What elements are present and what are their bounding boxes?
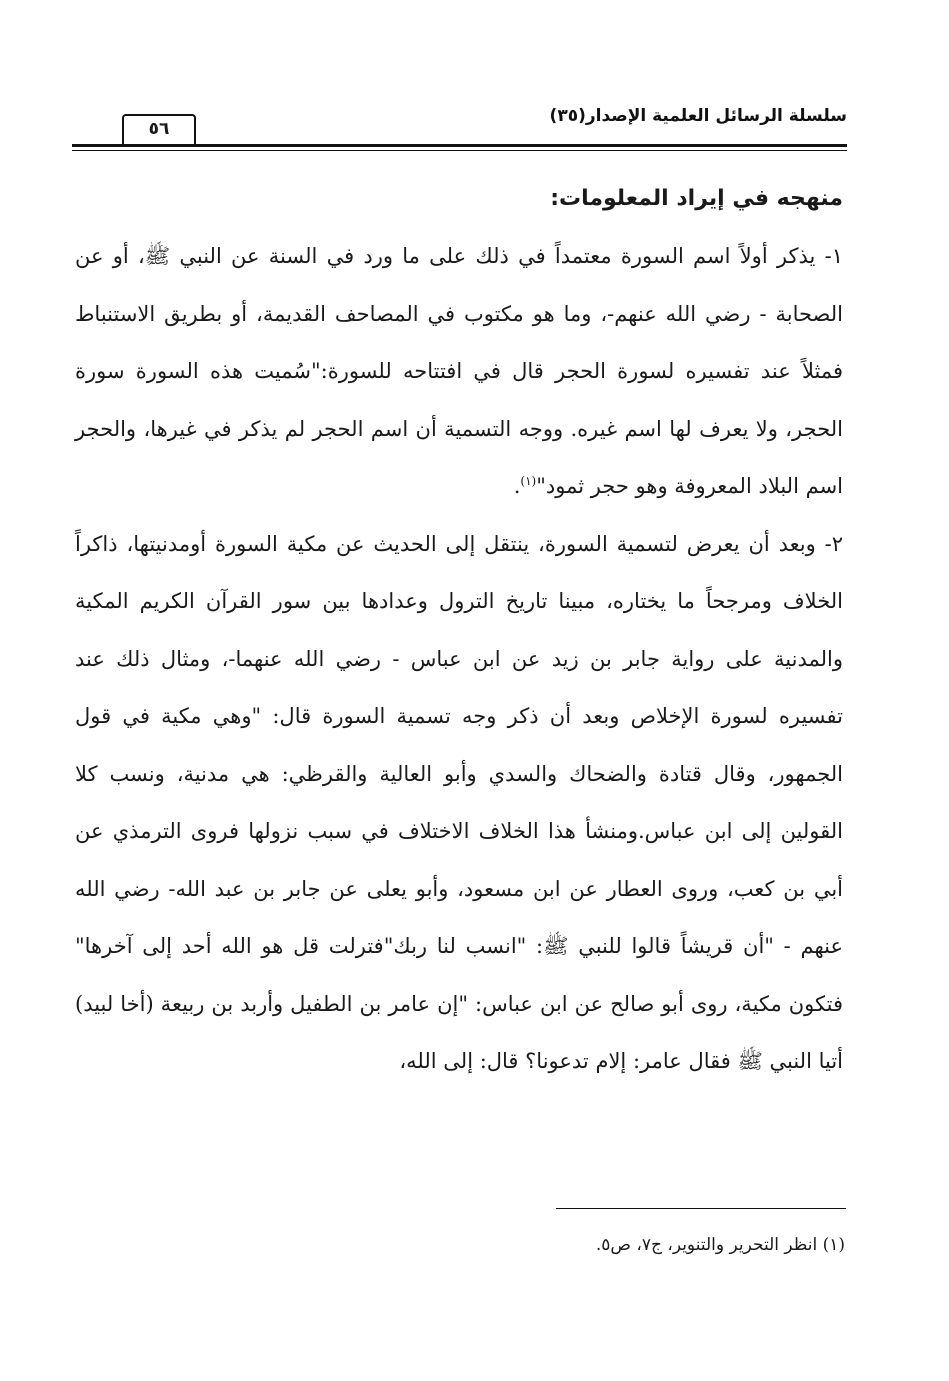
- footnote: (١) انظر التحرير والتنوير، ج٧، ص٥.: [595, 1235, 845, 1255]
- footnote-separator: [556, 1208, 846, 1209]
- paragraph-2: [75, 516, 843, 1091]
- paragraph-1-tail: .: [513, 474, 521, 498]
- series-title: سلسلة الرسائل العلمية الإصدار(٣٥): [549, 106, 847, 126]
- body-text: [75, 170, 843, 1091]
- page-number: ٥٦: [122, 114, 196, 144]
- paragraph-1-text: ١- يذكر أولاً اسم السورة معتمداً في ذلك على ما ورد في السنة عن النبي ﷺ، أو عن الصحابة - رضي الله عنهم-، وما هو مكتوب في المصاحف القديمة، أو بطريق الاستنباط فمثلاً عند تفسيره لسورة الحجر قال في افتتاحه للسورة:"سُميت هذه السورة سورة الحجر، ولا يعرف لها اسم غيره. ووجه التسمية أن اسم الحجر لم يذكر في غيرها، والحجر اسم البلاد المعروفة وهو حجر ثمود": [75, 244, 843, 498]
- paragraph-1: [75, 228, 843, 516]
- section-heading: منهجه في إيراد المعلومات:: [550, 186, 843, 211]
- page-header: [72, 100, 847, 152]
- paragraph-2-text: ٢- وبعد أن يعرض لتسمية السورة، ينتقل إلى الحديث عن مكية السورة أومدنيتها، ذاكراً الخلاف ومرجحاً ما يختاره، مبينا تاريخ الترول وعدادها بين سور القرآن الكريم المكية والمدنية على رواية جابر بن زيد عن ابن عباس - رضي الله عنهما-، ومثال ذلك عند تفسيره لسورة الإخلاص وبعد أن ذكر وجه تسمية السورة قال: "وهي مكية في قول الجمهور، وقال قتادة والضحاك والسدي وأبو العالية والقرظي: هي مدنية، ونسب كلا القولين إلى ابن عباس.ومنشأ هذا الخلاف الاختلاف في سبب نزولها فروى الترمذي عن أبي بن كعب، وروى العطار عن ابن مسعود، وأبو يعلى عن جابر بن عبد الله- رضي الله عنهم - "أن قريشاً قالوا للنبي ﷺ: "انسب لنا ربك"فترلت قل هو الله أحد إلى آخرها" فتكون مكية، روى أبو صالح عن ابن عباس: "إن عامر بن الطفيل وأربد بن ربيعة (أخا لبيد) أتيا النبي ﷺ فقال عامر: إلام تدعونا؟ قال: إلى الله،: [75, 531, 843, 1073]
- footnote-reference: (١): [520, 474, 537, 488]
- header-rule-thick: [72, 144, 847, 147]
- header-rule-thin: [72, 150, 847, 151]
